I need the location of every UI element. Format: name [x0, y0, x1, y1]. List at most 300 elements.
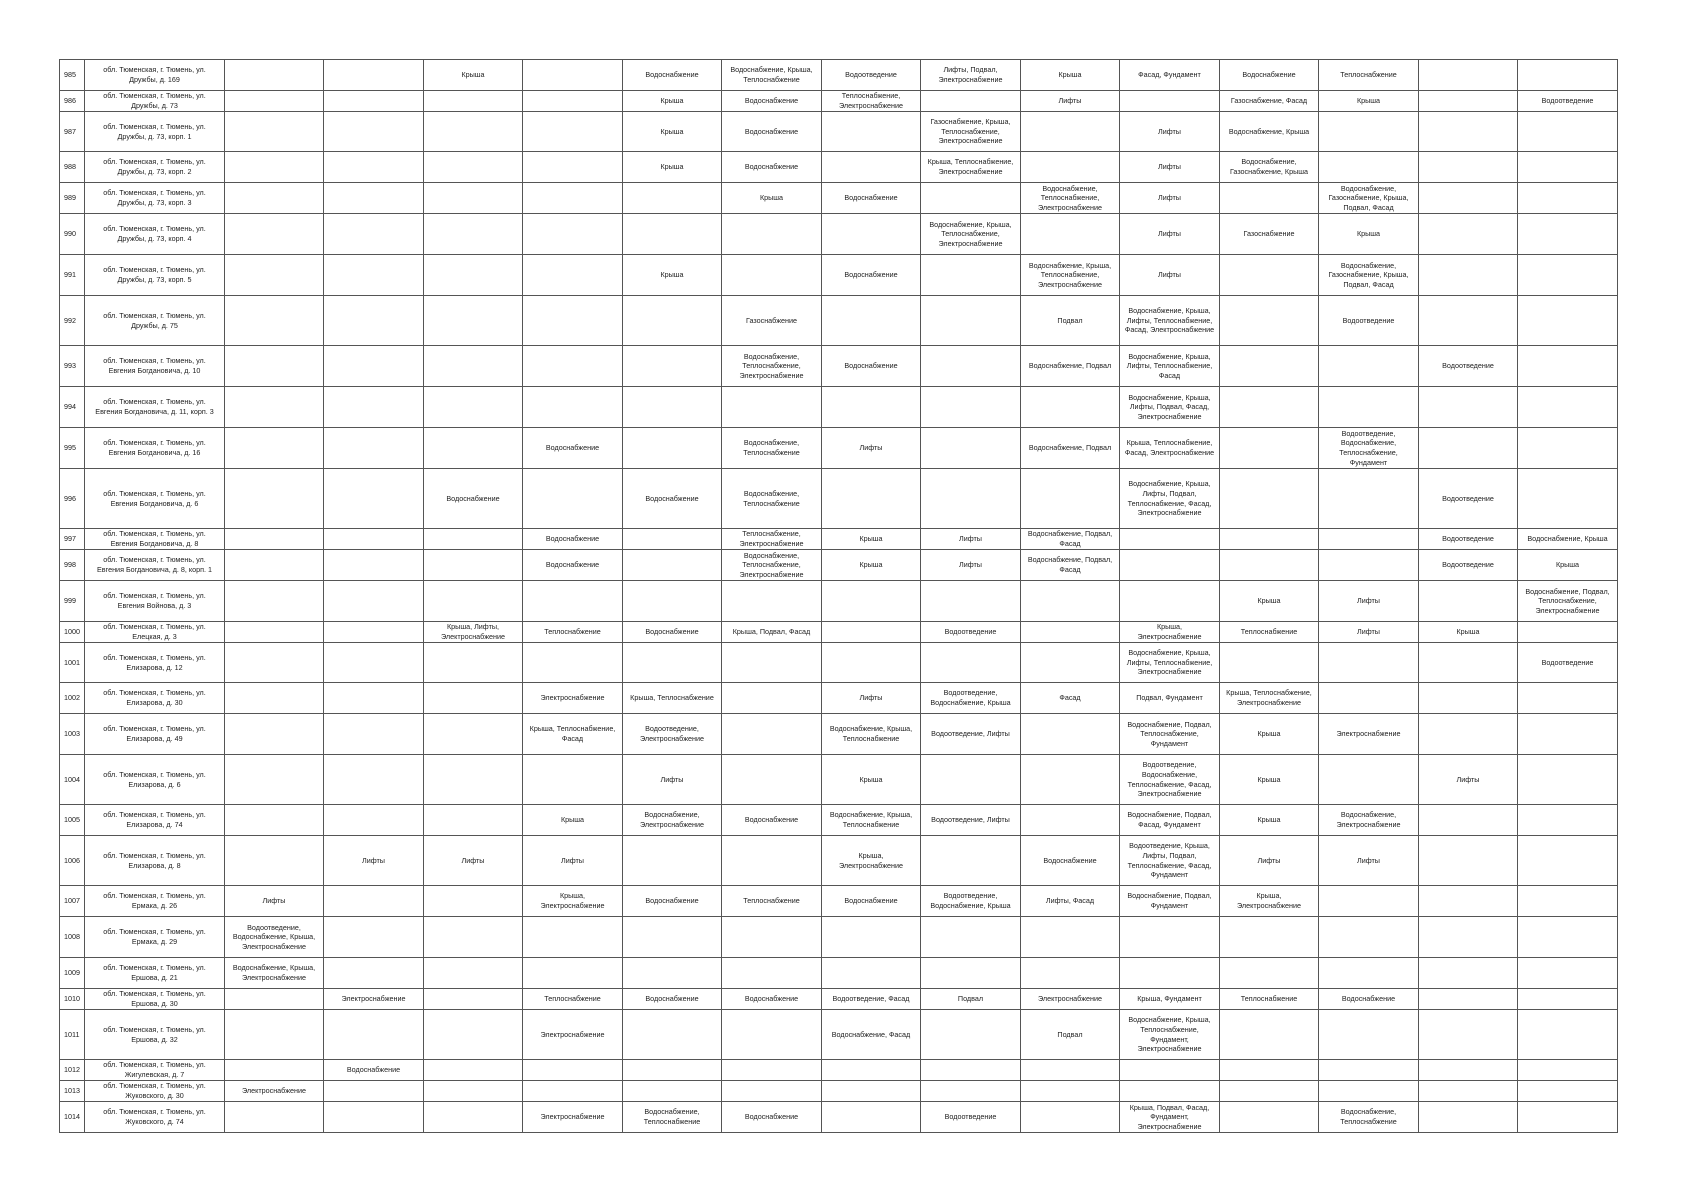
work-type-cell [1419, 183, 1518, 214]
work-type-cell [225, 183, 324, 214]
work-type-cell: Водоснабжение [1021, 836, 1120, 886]
table-row [60, 683, 1618, 714]
work-type-cell [424, 1060, 523, 1081]
address-cell: обл. Тюменская, г. Тюмень, ул. Елизарова, д. 74 [85, 805, 225, 836]
work-type-cell [921, 469, 1021, 529]
address-cell: обл. Тюменская, г. Тюмень, ул. Жуковского, д. 30 [85, 1081, 225, 1102]
address-cell: обл. Тюменская, г. Тюмень, ул. Дружбы, д. 73, корп. 2 [85, 152, 225, 183]
work-type-cell [424, 550, 523, 581]
work-type-cell [1319, 1060, 1419, 1081]
work-type-cell [225, 529, 324, 550]
work-type-cell: Водоснабжение, Газоснабжение, Крыша, Подвал, Фасад [1319, 255, 1419, 296]
work-type-cell: Лифты [1120, 255, 1220, 296]
address-cell: обл. Тюменская, г. Тюмень, ул. Ермака, д. 29 [85, 917, 225, 958]
table-row [60, 1010, 1618, 1060]
work-type-cell [424, 958, 523, 989]
work-type-cell [623, 1081, 722, 1102]
work-type-cell [1419, 886, 1518, 917]
address-cell: обл. Тюменская, г. Тюмень, ул. Елизарова, д. 6 [85, 755, 225, 805]
work-type-cell: Электроснабжение [523, 1102, 623, 1133]
work-type-cell [1419, 91, 1518, 112]
work-type-cell [1518, 428, 1618, 469]
work-type-cell [1220, 1102, 1319, 1133]
table-row [60, 152, 1618, 183]
table-row [60, 805, 1618, 836]
work-type-cell [822, 1060, 921, 1081]
work-type-cell [1419, 836, 1518, 886]
work-type-cell: Лифты, Фасад [1021, 886, 1120, 917]
work-type-cell [623, 529, 722, 550]
work-type-cell: Водоотведение [1518, 91, 1618, 112]
row-number-cell: 1013 [60, 1081, 85, 1102]
work-type-cell [722, 1060, 822, 1081]
work-type-cell: Крыша, Электроснабжение [822, 836, 921, 886]
work-type-cell: Водоснабжение, Теплоснабжение, Электроснабжение [1021, 183, 1120, 214]
work-type-cell: Водоснабжение, Крыша, Теплоснабжение, Электроснабжение [921, 214, 1021, 255]
work-type-cell [1220, 550, 1319, 581]
work-type-cell [623, 643, 722, 683]
address-cell: обл. Тюменская, г. Тюмень, ул. Евгения Богдановича, д. 8, корп. 1 [85, 550, 225, 581]
work-type-cell [324, 387, 424, 428]
work-type-cell: Газоснабжение, Фасад [1220, 91, 1319, 112]
work-type-cell [722, 643, 822, 683]
work-type-cell: Лифты [1120, 112, 1220, 152]
work-type-cell: Водоснабжение, Подвал, Фасад [1021, 529, 1120, 550]
work-type-cell [822, 469, 921, 529]
work-type-cell [1419, 643, 1518, 683]
work-type-cell: Теплоснабжение [722, 886, 822, 917]
work-type-cell [225, 469, 324, 529]
work-type-cell: Водоснабжение [722, 989, 822, 1010]
row-number-cell: 1012 [60, 1060, 85, 1081]
row-number-cell: 1005 [60, 805, 85, 836]
work-type-cell [623, 387, 722, 428]
work-type-cell: Водоснабжение [1319, 989, 1419, 1010]
work-type-cell [822, 958, 921, 989]
work-type-cell [424, 152, 523, 183]
work-type-cell [1220, 346, 1319, 387]
work-type-cell [623, 836, 722, 886]
work-type-cell [225, 1060, 324, 1081]
work-type-cell [225, 836, 324, 886]
work-type-cell: Электроснабжение [1021, 989, 1120, 1010]
address-cell: обл. Тюменская, г. Тюмень, ул. Евгения Богдановича, д. 8 [85, 529, 225, 550]
work-type-cell: Теплоснабжение [523, 622, 623, 643]
work-type-cell [1120, 550, 1220, 581]
table-row [60, 643, 1618, 683]
work-type-cell: Водоснабжение, Газоснабжение, Крыша [1220, 152, 1319, 183]
work-type-cell [1021, 112, 1120, 152]
work-type-cell: Водоснабжение, Подвал, Фасад, Фундамент [1120, 805, 1220, 836]
work-type-cell [1419, 152, 1518, 183]
work-type-cell [1319, 958, 1419, 989]
work-type-cell: Водоотведение, Лифты [921, 805, 1021, 836]
work-type-cell [722, 917, 822, 958]
work-type-cell [1518, 1102, 1618, 1133]
work-type-cell: Электроснабжение [523, 683, 623, 714]
work-type-cell [324, 714, 424, 755]
work-type-cell: Лифты [921, 529, 1021, 550]
work-type-cell: Водоотведение, Водоснабжение, Крыша [921, 683, 1021, 714]
work-type-cell: Водоотведение [1319, 296, 1419, 346]
work-type-cell [921, 958, 1021, 989]
row-number-cell: 1008 [60, 917, 85, 958]
address-cell: обл. Тюменская, г. Тюмень, ул. Евгения Богдановича, д. 10 [85, 346, 225, 387]
work-type-cell [523, 1060, 623, 1081]
work-type-cell: Лифты [1319, 836, 1419, 886]
work-type-cell: Водоотведение, Водоснабжение, Теплоснабжение, Фундамент [1319, 428, 1419, 469]
work-type-cell [1319, 683, 1419, 714]
work-type-cell [225, 622, 324, 643]
work-type-cell [1419, 428, 1518, 469]
work-type-cell [324, 643, 424, 683]
work-type-cell [722, 1081, 822, 1102]
row-number-cell: 985 [60, 60, 85, 91]
work-type-cell: Водоснабжение, Крыша, Лифты, Подвал, Теплоснабжение, Фасад, Электроснабжение [1120, 469, 1220, 529]
work-type-cell [623, 1010, 722, 1060]
work-type-cell [722, 581, 822, 622]
row-number-cell: 1014 [60, 1102, 85, 1133]
work-type-cell: Водоснабжение, Крыша, Теплоснабжение [722, 60, 822, 91]
work-type-cell [1319, 1081, 1419, 1102]
table-row [60, 529, 1618, 550]
work-type-cell: Теплоснабжение, Электроснабжение [722, 529, 822, 550]
table-row [60, 714, 1618, 755]
work-type-cell [1518, 469, 1618, 529]
work-type-cell [523, 1081, 623, 1102]
work-type-cell [225, 296, 324, 346]
work-type-cell [1319, 550, 1419, 581]
work-type-cell [324, 622, 424, 643]
work-type-cell [921, 255, 1021, 296]
table-row [60, 387, 1618, 428]
row-number-cell: 996 [60, 469, 85, 529]
work-type-cell: Водоснабжение, Электроснабжение [1319, 805, 1419, 836]
work-type-cell [324, 112, 424, 152]
work-type-cell: Подвал, Фундамент [1120, 683, 1220, 714]
work-type-cell [225, 387, 324, 428]
work-type-cell [424, 214, 523, 255]
work-type-cell: Водоотведение, Крыша, Лифты, Подвал, Теплоснабжение, Фасад, Фундамент [1120, 836, 1220, 886]
work-type-cell [324, 550, 424, 581]
address-cell: обл. Тюменская, г. Тюмень, ул. Дружбы, д. 73, корп. 4 [85, 214, 225, 255]
work-type-cell [623, 183, 722, 214]
work-type-cell: Фасад, Фундамент [1120, 60, 1220, 91]
work-type-cell [1319, 387, 1419, 428]
work-type-cell: Крыша [1220, 755, 1319, 805]
work-type-cell: Водоснабжение, Крыша, Электроснабжение [225, 958, 324, 989]
address-cell: обл. Тюменская, г. Тюмень, ул. Евгения Богдановича, д. 16 [85, 428, 225, 469]
work-type-cell [1120, 1060, 1220, 1081]
table-row [60, 255, 1618, 296]
work-type-cell [523, 112, 623, 152]
work-type-cell: Водоснабжение, Крыша, Лифты, Теплоснабжение, Фасад [1120, 346, 1220, 387]
work-type-cell [324, 805, 424, 836]
work-type-cell [1021, 1060, 1120, 1081]
address-cell: обл. Тюменская, г. Тюмень, ул. Елецкая, д. 3 [85, 622, 225, 643]
table-row [60, 428, 1618, 469]
table-row [60, 1081, 1618, 1102]
work-type-cell [523, 255, 623, 296]
work-type-cell [1220, 387, 1319, 428]
work-type-cell: Водоотведение [1419, 529, 1518, 550]
table-row [60, 622, 1618, 643]
work-type-cell [822, 917, 921, 958]
work-type-cell: Фасад [1021, 683, 1120, 714]
work-type-cell [324, 1081, 424, 1102]
work-type-cell: Крыша [623, 112, 722, 152]
work-type-cell [1220, 255, 1319, 296]
work-type-cell: Крыша [623, 152, 722, 183]
row-number-cell: 997 [60, 529, 85, 550]
work-type-cell: Водоснабжение, Газоснабжение, Крыша, Подвал, Фасад [1319, 183, 1419, 214]
work-type-cell: Подвал [1021, 1010, 1120, 1060]
work-type-cell: Водоснабжение, Крыша, Лифты, Теплоснабжение, Фасад, Электроснабжение [1120, 296, 1220, 346]
work-type-cell [822, 643, 921, 683]
work-type-cell: Крыша, Теплоснабжение, Электроснабжение [921, 152, 1021, 183]
work-type-cell [623, 917, 722, 958]
work-type-cell: Крыша [1220, 714, 1319, 755]
work-type-cell [1518, 989, 1618, 1010]
address-cell: обл. Тюменская, г. Тюмень, ул. Дружбы, д. 73, корп. 3 [85, 183, 225, 214]
work-type-cell: Крыша, Электроснабжение [523, 886, 623, 917]
work-type-cell [1021, 581, 1120, 622]
work-type-cell [424, 1102, 523, 1133]
work-type-cell: Водоснабжение [822, 255, 921, 296]
work-type-cell: Водоснабжение, Фасад [822, 1010, 921, 1060]
repair-schedule-table [59, 59, 1618, 1133]
row-number-cell: 1001 [60, 643, 85, 683]
address-cell: обл. Тюменская, г. Тюмень, ул. Жигулевская, д. 7 [85, 1060, 225, 1081]
work-type-cell [1419, 255, 1518, 296]
work-type-cell [1021, 387, 1120, 428]
work-type-cell [1419, 112, 1518, 152]
work-type-cell [1518, 255, 1618, 296]
work-type-cell [1220, 529, 1319, 550]
work-type-cell [1419, 714, 1518, 755]
work-type-cell [1120, 958, 1220, 989]
table-row [60, 755, 1618, 805]
row-number-cell: 995 [60, 428, 85, 469]
work-type-cell [623, 346, 722, 387]
work-type-cell [1518, 1081, 1618, 1102]
work-type-cell [822, 387, 921, 428]
work-type-cell [921, 755, 1021, 805]
work-type-cell: Крыша [1319, 214, 1419, 255]
work-type-cell: Водоотведение [1419, 346, 1518, 387]
work-type-cell [1220, 428, 1319, 469]
table-row [60, 469, 1618, 529]
work-type-cell [822, 214, 921, 255]
work-type-cell: Крыша [1419, 622, 1518, 643]
address-cell: обл. Тюменская, г. Тюмень, ул. Елизарова, д. 8 [85, 836, 225, 886]
work-type-cell [1319, 529, 1419, 550]
work-type-cell [225, 1102, 324, 1133]
work-type-cell: Водоснабжение [722, 112, 822, 152]
work-type-cell [921, 183, 1021, 214]
work-type-cell [1419, 387, 1518, 428]
work-type-cell: Лифты [822, 428, 921, 469]
work-type-cell [1021, 805, 1120, 836]
work-type-cell [1518, 714, 1618, 755]
work-type-cell [1021, 643, 1120, 683]
work-type-cell: Водоотведение [1419, 550, 1518, 581]
work-type-cell [424, 255, 523, 296]
work-type-cell [1518, 112, 1618, 152]
address-cell: обл. Тюменская, г. Тюмень, ул. Дружбы, д. 75 [85, 296, 225, 346]
work-type-cell [324, 296, 424, 346]
work-type-cell [722, 214, 822, 255]
work-type-cell [1220, 643, 1319, 683]
work-type-cell [921, 428, 1021, 469]
address-cell: обл. Тюменская, г. Тюмень, ул. Жуковского, д. 74 [85, 1102, 225, 1133]
work-type-cell: Водоотведение, Электроснабжение [623, 714, 722, 755]
work-type-cell [225, 714, 324, 755]
work-type-cell: Крыша [1220, 805, 1319, 836]
address-cell: обл. Тюменская, г. Тюмень, ул. Дружбы, д. 73, корп. 1 [85, 112, 225, 152]
work-type-cell [1319, 1010, 1419, 1060]
work-type-cell [822, 622, 921, 643]
work-type-cell [225, 550, 324, 581]
work-type-cell [921, 917, 1021, 958]
work-type-cell: Подвал [921, 989, 1021, 1010]
work-type-cell: Водоснабжение [623, 469, 722, 529]
work-type-cell [1021, 622, 1120, 643]
work-type-cell [225, 112, 324, 152]
work-type-cell [1518, 917, 1618, 958]
work-type-cell [1518, 958, 1618, 989]
work-type-cell: Крыша, Теплоснабжение, Электроснабжение [1220, 683, 1319, 714]
work-type-cell [623, 550, 722, 581]
work-type-cell: Лифты [1319, 622, 1419, 643]
work-type-cell [324, 683, 424, 714]
work-type-cell: Лифты [1419, 755, 1518, 805]
work-type-cell [1419, 296, 1518, 346]
work-type-cell [1419, 1081, 1518, 1102]
work-type-cell: Водоснабжение [722, 152, 822, 183]
work-type-cell [523, 214, 623, 255]
work-type-cell [424, 755, 523, 805]
work-type-cell: Водоснабжение, Подвал, Фасад [1021, 550, 1120, 581]
work-type-cell: Лифты [822, 683, 921, 714]
work-type-cell: Подвал [1021, 296, 1120, 346]
row-number-cell: 988 [60, 152, 85, 183]
work-type-cell [523, 581, 623, 622]
work-type-cell: Водоснабжение, Теплоснабжение, Электроснабжение [722, 346, 822, 387]
work-type-cell: Водоснабжение [623, 886, 722, 917]
work-type-cell: Водоснабжение [722, 91, 822, 112]
row-number-cell: 1000 [60, 622, 85, 643]
work-type-cell [424, 886, 523, 917]
work-type-cell [225, 643, 324, 683]
address-cell: обл. Тюменская, г. Тюмень, ул. Дружбы, д. 73, корп. 5 [85, 255, 225, 296]
work-type-cell [623, 581, 722, 622]
work-type-cell: Водоснабжение, Электроснабжение [623, 805, 722, 836]
work-type-cell [1120, 529, 1220, 550]
work-type-cell: Теплоснабжение [523, 989, 623, 1010]
work-type-cell [1518, 214, 1618, 255]
work-type-cell: Лифты [424, 836, 523, 886]
work-type-cell [921, 836, 1021, 886]
work-type-cell [1518, 152, 1618, 183]
row-number-cell: 1004 [60, 755, 85, 805]
table-row [60, 550, 1618, 581]
work-type-cell [424, 643, 523, 683]
work-type-cell [225, 755, 324, 805]
work-type-cell [424, 346, 523, 387]
work-type-cell: Водоснабжение [623, 60, 722, 91]
work-type-cell [324, 886, 424, 917]
work-type-cell: Водоснабжение, Крыша, Теплоснабжение [822, 714, 921, 755]
work-type-cell: Лифты [523, 836, 623, 886]
work-type-cell [523, 387, 623, 428]
work-type-cell: Газоснабжение [1220, 214, 1319, 255]
work-type-cell [623, 296, 722, 346]
work-type-cell [1021, 214, 1120, 255]
work-type-cell: Водоснабжение [822, 886, 921, 917]
table-row [60, 112, 1618, 152]
work-type-cell [722, 755, 822, 805]
work-type-cell [225, 989, 324, 1010]
work-type-cell [623, 428, 722, 469]
work-type-cell: Водоснабжение [324, 1060, 424, 1081]
address-cell: обл. Тюменская, г. Тюмень, ул. Елизарова, д. 49 [85, 714, 225, 755]
work-type-cell: Водоснабжение, Подвал [1021, 428, 1120, 469]
work-type-cell: Лифты [1120, 183, 1220, 214]
work-type-cell [324, 469, 424, 529]
work-type-cell [1518, 622, 1618, 643]
work-type-cell: Электроснабжение [225, 1081, 324, 1102]
work-type-cell [1021, 714, 1120, 755]
work-type-cell: Водоснабжение [722, 1102, 822, 1133]
work-type-cell [623, 958, 722, 989]
work-type-cell [1021, 1102, 1120, 1133]
work-type-cell: Крыша [822, 550, 921, 581]
work-type-cell [1518, 886, 1618, 917]
work-type-cell [1518, 60, 1618, 91]
work-type-cell [1021, 469, 1120, 529]
work-type-cell: Водоотведение, Водоснабжение, Теплоснабжение, Фасад, Электроснабжение [1120, 755, 1220, 805]
work-type-cell [424, 989, 523, 1010]
work-type-cell [623, 214, 722, 255]
work-type-cell [523, 91, 623, 112]
work-type-cell [1220, 958, 1319, 989]
work-type-cell: Крыша, Подвал, Фасад [722, 622, 822, 643]
table-row [60, 886, 1618, 917]
work-type-cell: Лифты [324, 836, 424, 886]
work-type-cell [424, 112, 523, 152]
work-type-cell: Водоснабжение, Подвал, Теплоснабжение, Фундамент [1120, 714, 1220, 755]
work-type-cell [523, 755, 623, 805]
work-type-cell [1518, 346, 1618, 387]
work-type-cell: Водоснабжение, Крыша [1220, 112, 1319, 152]
table-body [60, 60, 1618, 1133]
work-type-cell: Водоотведение [921, 1102, 1021, 1133]
work-type-cell [424, 1081, 523, 1102]
work-type-cell [722, 683, 822, 714]
work-type-cell: Водоснабжение, Крыша, Лифты, Подвал, Фасад, Электроснабжение [1120, 387, 1220, 428]
work-type-cell [424, 529, 523, 550]
work-type-cell [1220, 917, 1319, 958]
work-type-cell [822, 296, 921, 346]
row-number-cell: 1002 [60, 683, 85, 714]
address-cell: обл. Тюменская, г. Тюмень, ул. Дружбы, д. 73 [85, 91, 225, 112]
work-type-cell [324, 183, 424, 214]
work-type-cell: Крыша [623, 91, 722, 112]
work-type-cell: Крыша, Теплоснабжение [623, 683, 722, 714]
work-type-cell [324, 152, 424, 183]
work-type-cell: Лифты [1120, 214, 1220, 255]
